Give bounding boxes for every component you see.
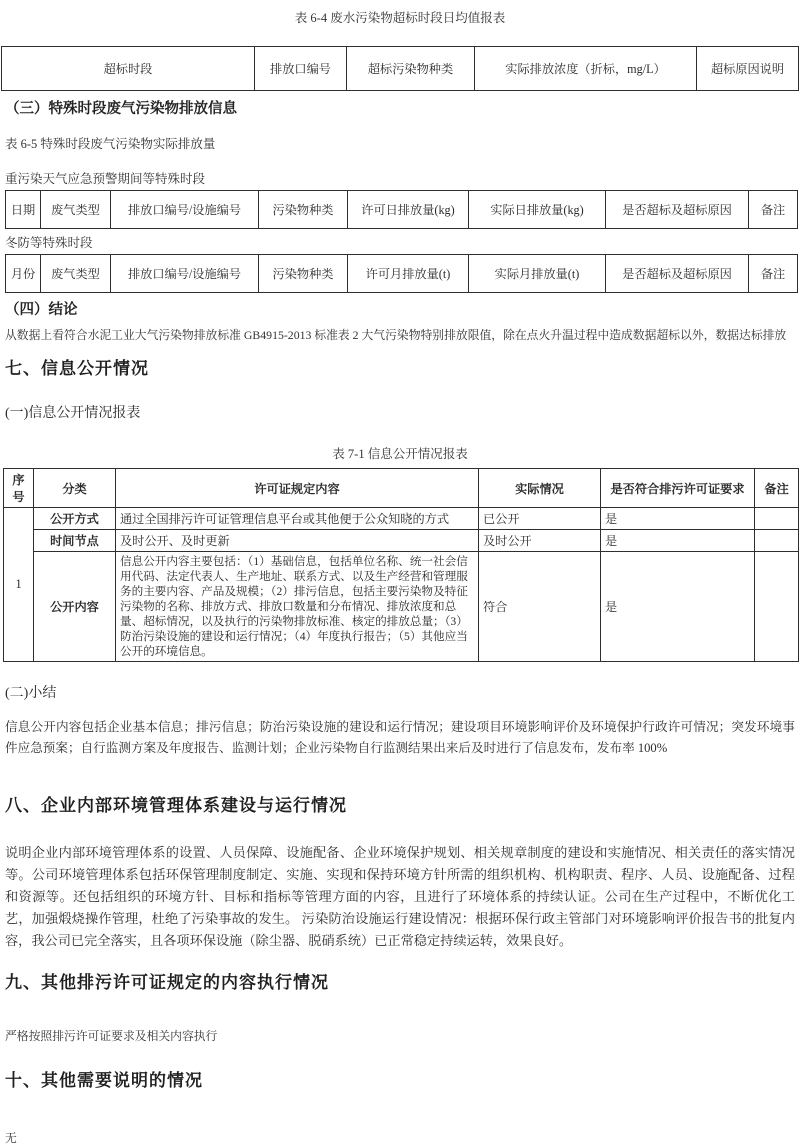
table-6-5-daily [5,190,798,229]
permit-content-cell: 通过全国排污许可证管理信息平台或其他便于公众知晓的方式 [116,508,479,530]
table-6-4 [1,46,799,91]
table-row [2,47,799,91]
col-header-remark: 备注 [749,191,798,229]
report-page [0,8,800,1145]
col-header-remark: 备注 [755,469,799,508]
col-header-outlet-no: 排放口编号 [255,47,347,91]
actual-cell: 及时公开 [479,530,601,552]
section-7-2-text: 信息公开内容包括企业基本信息；排污信息；防治污染设施的建设和运行情况；建设项目环境影响评价及环境保护行政许可情况；突发环境事件应急预案；自行监测方案及年度报告、监测计划；企业污染物自行监测结果出来后及时进行了信息发布，发布率 100% [5,720,795,755]
table-6-5-caption: 表 6-5 特殊时段废气污染物实际排放量 [5,137,216,151]
col-header-outlet-facility-no: 排放口编号/设施编号 [111,191,259,229]
table-7-1-caption: 表 7-1 信息公开情况报表 [332,447,468,461]
section-7-1-heading: (一)信息公开情况报表 [5,406,141,421]
section-9-text: 严格按照排污许可证要求及相关内容执行 [5,1029,218,1043]
col-header-permit-content: 许可证规定内容 [116,469,479,508]
remark-cell [755,530,799,552]
col-header-exceed-reason: 是否超标及超标原因 [606,255,749,293]
section-8-text: 说明企业内部环境管理体系的设置、人员保障、设施配备、企业环境保护规划、相关规章制度的建设和实施情况、相关责任的落实情况等。公司环境管理体系包括环保管理制度制定、实施、实现和保持环境方针所需的组织机构、机构职责、程序、人员、设施配备、过程和资源等。还包括组织的环境方针、目标和指标等管理方面的内容，且进行了环境体系的持续认证。公司在生产过程中，不断优化工艺，加强煅烧操作管理，杜绝了污染事故的发生。 污染防治设施运行建设情况：根据环保行政主管部门对环境影响评价报告书的批复内容，我公司已完全落实，且各项环保设施（除尘器、脱硝系统）已正常稳定持续运转，效果良好。 [5,845,795,948]
table-6-4-caption: 表 6-4 废水污染物超标时段日均值报表 [294,11,506,25]
section-7-2-heading: (二)小结 [5,686,57,701]
col-header-comply: 是否符合排污许可证要求 [601,469,755,508]
col-header-pollutant-type: 污染物种类 [259,191,348,229]
section-9-heading: 九、其他排污许可证规定的内容执行情况 [5,973,329,992]
permit-content-cell: 信息公开内容主要包括：（1）基础信息，包括单位名称、统一社会信用代码、法定代表人、生产地址、联系方式、以及生产经营和管理服务的主要内容、产品及规模；（2）排污信息，包括主要污染物及特征污染物的名称、排放方式、排放口数量和分布情况、排放浓度和总量、超标情况，以及执行的污染物排放标准、核定的排放总量；（3）防治污染设施的建设和运行情况；（4）年度执行报告；（5）其他应当公开的环境信息。 [116,552,479,662]
actual-cell: 已公开 [479,508,601,530]
comply-cell: 是 [601,552,755,662]
actual-cell: 符合 [479,552,601,662]
col-header-date: 日期 [6,191,41,229]
section-8-heading: 八、企业内部环境管理体系建设与运行情况 [5,796,347,815]
col-header-exceed-reason: 是否超标及超标原因 [606,191,749,229]
table-row [6,191,798,229]
table-header-row [4,469,799,508]
section-3-heading: （三）特殊时段废气污染物排放信息 [5,101,237,117]
section-7-heading: 七、信息公开情况 [5,359,149,378]
remark-cell [755,508,799,530]
col-header-month: 月份 [6,255,41,293]
section-4-heading: （四）结论 [5,302,78,318]
table-6-5-monthly [5,254,798,293]
category-cell: 时间节点 [34,530,116,552]
category-cell: 公开内容 [34,552,116,662]
col-header-permitted-monthly: 许可月排放量(t) [348,255,469,293]
table-row-time-node [4,530,799,552]
col-header-pollutant-type: 污染物种类 [259,255,348,293]
col-header-permitted-daily: 许可日排放量(kg) [348,191,469,229]
category-cell: 公开方式 [34,508,116,530]
col-header-actual-daily: 实际日排放量(kg) [469,191,606,229]
permit-content-cell: 及时公开、及时更新 [116,530,479,552]
col-header-pollutant-type: 超标污染物种类 [347,47,475,91]
col-header-outlet-facility-no: 排放口编号/设施编号 [111,255,259,293]
col-header-seq-no: 序号 [4,469,34,508]
col-header-actual-situation: 实际情况 [479,469,601,508]
col-header-remark: 备注 [749,255,798,293]
col-header-category: 分类 [34,469,116,508]
section-10-heading: 十、其他需要说明的情况 [5,1071,203,1090]
comply-cell: 是 [601,530,755,552]
table-row-disclosure-method [4,508,799,530]
remark-cell [755,552,799,662]
col-header-gas-type: 废气类型 [41,255,111,293]
table-row [6,255,798,293]
comply-cell: 是 [601,508,755,530]
col-header-actual-concentration: 实际排放浓度（折标，mg/L） [475,47,697,91]
table-7-1 [3,468,799,662]
table-row-disclosure-content [4,552,799,662]
col-header-actual-monthly: 实际月排放量(t) [469,255,606,293]
col-header-exceed-reason: 超标原因说明 [697,47,799,91]
special-period-b-label: 冬防等特殊时段 [5,236,93,250]
section-4-text: 从数据上看符合水泥工业大气污染物排放标准 GB4915-2013 标准表 2 大气污染物特别排放限值，除在点火升温过程中造成数据超标以外，数据达标排放 [5,328,787,342]
special-period-a-label: 重污染天气应急预警期间等特殊时段 [5,172,206,186]
col-header-gas-type: 废气类型 [41,191,111,229]
col-header-exceed-period: 超标时段 [2,47,255,91]
seq-no-cell: 1 [4,508,34,662]
section-10-text: 无 [5,1131,17,1145]
